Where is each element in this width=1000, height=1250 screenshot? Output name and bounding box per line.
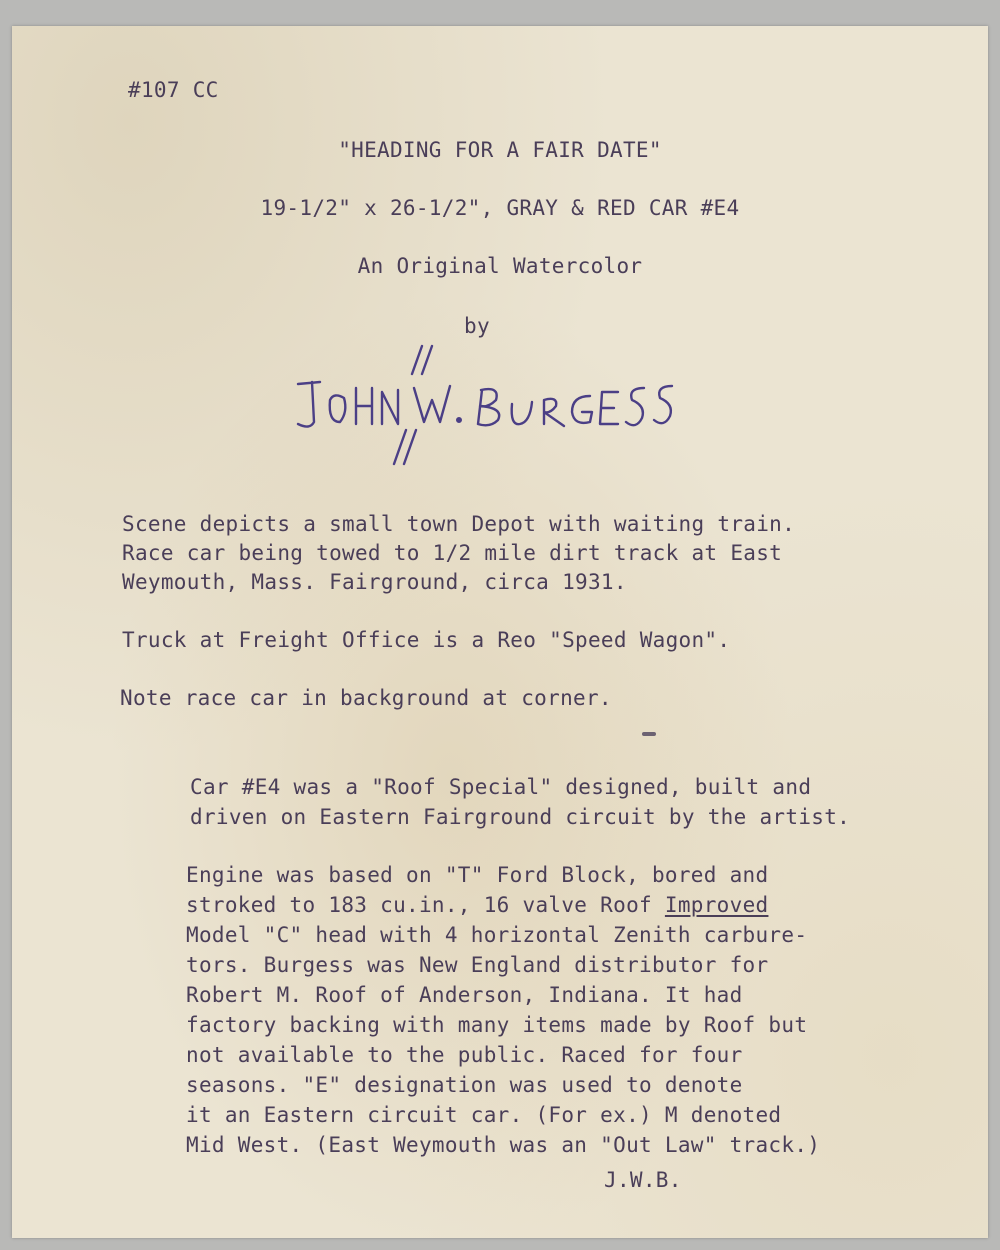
stray-ink-mark [642,732,656,736]
text-line: Truck at Freight Office is a Reo "Speed Wagon". [122,628,731,652]
underlined-word: Improved [664,893,769,917]
text-line [186,890,820,920]
artwork-title: "HEADING FOR A FAIR DATE" [338,138,662,162]
text-line: Scene depicts a small town Depot with waiting train. [122,512,796,536]
text-line: Car #E4 was a "Roof Special" designed, built and [190,775,812,799]
text-line: factory backing with many items made by Roof but [186,1013,808,1037]
truck-note-paragraph [122,626,730,655]
engine-details-paragraph [186,860,820,1160]
text-line: driven on Eastern Fairground circuit by the artist. [190,805,851,829]
text-line: tors. Burgess was New England distributor for [186,953,769,977]
author-initials: J.W.B. [604,1168,682,1192]
scene-description-paragraph [122,510,795,597]
race-car-note-paragraph [120,684,612,713]
text-line: Race car being towed to 1/2 mile dirt track at East [122,541,783,565]
handwritten-signature [282,326,682,476]
artwork-medium: An Original Watercolor [357,254,643,278]
text-line: seasons. "E" designation was used to denote [186,1073,743,1097]
typed-document-page [12,26,988,1238]
text-line: Note race car in background at corner. [120,686,612,710]
text-line: it an Eastern circuit car. (For ex.) M denoted [186,1103,782,1127]
text-fragment: stroked to 183 cu.in., 16 valve Roof [186,893,665,917]
text-line: not available to the public. Raced for four [186,1043,743,1067]
text-line: Weymouth, Mass. Fairground, circa 1931. [122,570,627,594]
car-e4-paragraph [190,772,850,832]
artwork-dimensions: 19-1/2" x 26-1/2", GRAY & RED CAR #E4 [260,196,740,220]
text-line: Model "C" head with 4 horizontal Zenith carbure- [186,923,808,947]
catalog-number: #107 CC [128,78,219,102]
text-line: Robert M. Roof of Anderson, Indiana. It had [186,983,743,1007]
text-line: Engine was based on "T" Ford Block, bored and [186,863,769,887]
by-label: by [464,314,490,338]
text-line: Mid West. (East Weymouth was an "Out Law" track.) [186,1133,821,1157]
